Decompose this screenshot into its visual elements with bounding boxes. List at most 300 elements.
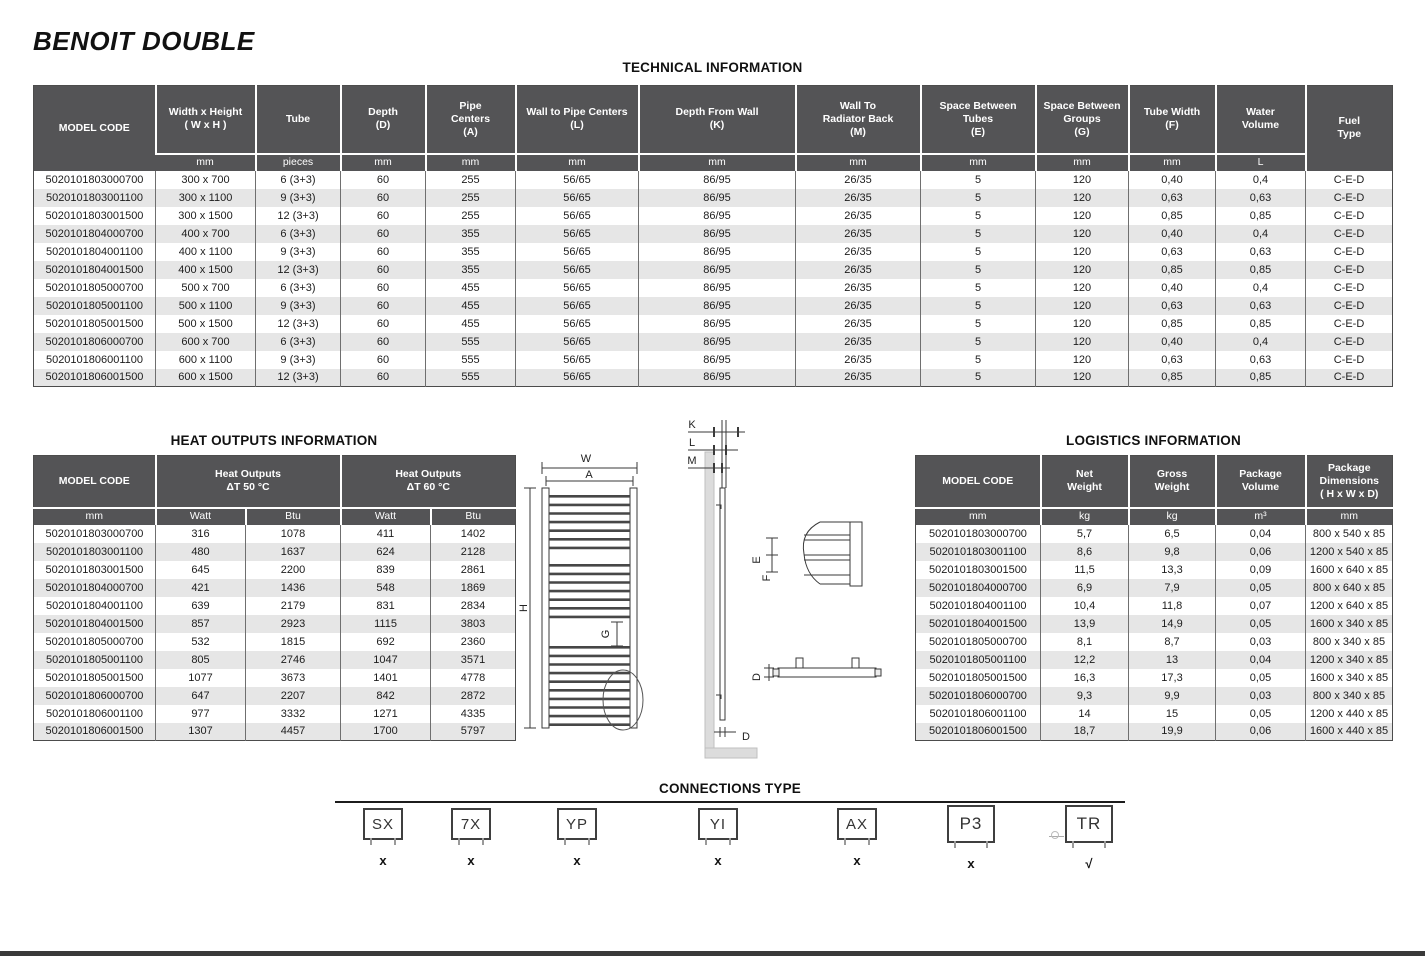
table-cell: 5020101805001100: [34, 297, 156, 315]
table-cell: 0,40: [1129, 333, 1216, 351]
table-cell: 6,5: [1129, 525, 1216, 543]
column-header-depth: Depth (D): [341, 86, 426, 154]
table-cell: 1600 x 340 x 85: [1306, 669, 1393, 687]
table-cell: 86/95: [639, 351, 796, 369]
table-cell: 60: [341, 297, 426, 315]
table-row: [916, 633, 1393, 651]
table-cell: 0,05: [1216, 669, 1306, 687]
table-cell: 532: [156, 633, 246, 651]
table-cell: 60: [341, 171, 426, 189]
table-cell: 0,63: [1216, 243, 1306, 261]
table-cell: 5020101804001100: [45, 245, 144, 258]
table-cell: 4457: [246, 723, 341, 741]
table-cell: 120: [1036, 261, 1129, 279]
table-cell: 86/95: [639, 297, 796, 315]
connection-code: TR: [1076, 814, 1102, 833]
connection-availability-mark: x: [573, 853, 581, 868]
table-cell: 5: [921, 189, 1036, 207]
table-cell: 0,85: [1129, 315, 1216, 333]
column-header-model-code: MODEL CODE: [34, 456, 156, 508]
table-cell: 5: [921, 333, 1036, 351]
table-row: [916, 579, 1393, 597]
table-cell: 6 (3+3): [256, 333, 341, 351]
column-header-space-between-tubes: Space Between Tubes (E): [921, 86, 1036, 154]
table-cell: 15: [1129, 705, 1216, 723]
table-row: [34, 669, 516, 687]
table-cell: 14,9: [1129, 615, 1216, 633]
table-cell: 5020101805001500: [45, 317, 144, 330]
table-cell: 5020101806000700: [34, 333, 156, 351]
table-cell: 645: [156, 561, 246, 579]
column-header-heat-dt50: Heat Outputs ΔT 50 °C: [156, 456, 341, 508]
table-row: [34, 705, 516, 723]
table-cell: 3332: [246, 705, 341, 723]
table-cell: 455: [426, 315, 516, 333]
table-cell: 120: [1036, 315, 1129, 333]
table-cell: 3673: [246, 669, 341, 687]
table-cell: 800 x 340 x 85: [1306, 687, 1393, 705]
table-cell: 26/35: [796, 225, 921, 243]
table-cell: 5020101804000700: [34, 579, 156, 597]
table-cell: 86/95: [639, 171, 796, 189]
table-cell: 1077: [156, 669, 246, 687]
bracket-detail-drawing: [766, 522, 862, 586]
svg-text:K: K: [688, 419, 696, 431]
table-cell: 500 x 1500: [156, 315, 256, 333]
table-cell: 26/35: [796, 333, 921, 351]
table-cell: 5: [921, 351, 1036, 369]
table-cell: 2923: [246, 615, 341, 633]
connection-sx-icon: [363, 808, 403, 840]
bracket-detail-labels: [751, 556, 773, 581]
table-cell: 5020101806000700: [34, 687, 156, 705]
table-cell: 400 x 700: [156, 225, 256, 243]
unit-cell: mm: [796, 154, 921, 171]
connection-availability-mark: x: [853, 853, 861, 868]
table-cell: 120: [1036, 369, 1129, 387]
connection-p3-icon: [947, 805, 995, 843]
table-cell: 0,63: [1129, 189, 1216, 207]
connection-type-p3: [947, 805, 995, 871]
svg-text:L: L: [688, 437, 696, 449]
table-cell: 56/65: [516, 261, 639, 279]
column-header-model-code: MODEL CODE: [34, 86, 156, 171]
table-cell: 400 x 1100: [156, 243, 256, 261]
connection-type-sx: [363, 808, 403, 868]
table-row: [34, 369, 1393, 387]
table-cell: C-E-D: [1306, 171, 1393, 189]
table-cell: 300 x 700: [156, 171, 256, 189]
table-row: [916, 543, 1393, 561]
column-header-heat-dt60: Heat Outputs ΔT 60 °C: [341, 456, 516, 508]
table-cell: 6 (3+3): [256, 171, 341, 189]
table-cell: 300 x 1100: [156, 189, 256, 207]
table-cell: 5020101805001500: [929, 671, 1027, 684]
table-cell: 255: [426, 171, 516, 189]
table-cell: 12 (3+3): [256, 369, 341, 387]
technical-information-title: TECHNICAL INFORMATION: [622, 60, 803, 75]
table-cell: 120: [1036, 225, 1129, 243]
table-cell: 5020101804001500: [34, 615, 156, 633]
table-cell: 1047: [341, 651, 431, 669]
table-cell: C-E-D: [1306, 225, 1393, 243]
table-cell: 831: [341, 597, 431, 615]
table-row: [34, 525, 516, 543]
table-cell: 0,85: [1216, 261, 1306, 279]
table-cell: 455: [426, 297, 516, 315]
technical-table-body: [34, 171, 1393, 387]
page-bottom-edge: [0, 951, 1425, 956]
table-row: [34, 333, 1393, 351]
table-cell: 3571: [431, 651, 516, 669]
connections-type-title: CONNECTIONS TYPE: [659, 781, 801, 796]
table-cell: 857: [156, 615, 246, 633]
table-cell: 5020101804000700: [916, 579, 1041, 597]
table-cell: 5020101803001100: [34, 189, 156, 207]
table-row: [34, 279, 1393, 297]
table-cell: 480: [156, 543, 246, 561]
table-cell: 1600 x 340 x 85: [1306, 615, 1393, 633]
connection-code: AX: [845, 815, 868, 833]
table-cell: 0,09: [1216, 561, 1306, 579]
unit-cell: mm: [426, 154, 516, 171]
table-row: [34, 225, 1393, 243]
table-cell: 16,3: [1041, 669, 1129, 687]
table-cell: 19,9: [1129, 723, 1216, 741]
unit-cell: Btu: [431, 508, 516, 525]
table-cell: 0,85: [1129, 207, 1216, 225]
table-row: [34, 351, 1393, 369]
table-cell: 60: [341, 225, 426, 243]
table-row: [34, 297, 1393, 315]
unit-cell: mm: [34, 508, 156, 525]
connection-type-tr: [1065, 805, 1113, 871]
table-cell: 1700: [341, 723, 431, 741]
unit-cell: pieces: [256, 154, 341, 171]
table-cell: 500 x 700: [156, 279, 256, 297]
svg-text:F: F: [761, 574, 773, 582]
table-cell: 421: [156, 579, 246, 597]
connection-type-yi: [698, 808, 738, 868]
table-cell: 1078: [246, 525, 341, 543]
table-cell: 86/95: [639, 261, 796, 279]
table-cell: 5020101804001100: [45, 599, 144, 612]
radiator-technical-drawing: [520, 400, 915, 775]
table-cell: 26/35: [796, 369, 921, 387]
connections-divider: [335, 801, 1125, 803]
table-cell: 2207: [246, 687, 341, 705]
table-cell: 500 x 1100: [156, 297, 256, 315]
table-cell: C-E-D: [1306, 351, 1393, 369]
table-cell: 26/35: [796, 297, 921, 315]
table-cell: 60: [341, 315, 426, 333]
table-cell: 8,1: [1041, 633, 1129, 651]
table-cell: 255: [426, 207, 516, 225]
table-cell: 60: [341, 261, 426, 279]
unit-cell: kg: [1041, 508, 1129, 525]
table-row: [34, 687, 516, 705]
table-cell: 5020101803001500: [929, 563, 1027, 576]
column-header-tube: Tube: [256, 86, 341, 154]
table-cell: 5020101805000700: [929, 635, 1027, 648]
connection-type-ax: [837, 808, 877, 868]
table-cell: 5020101804001500: [916, 615, 1041, 633]
table-row: [34, 171, 1393, 189]
table-cell: 0,63: [1129, 297, 1216, 315]
table-cell: C-E-D: [1306, 243, 1393, 261]
table-cell: 692: [341, 633, 431, 651]
table-cell: 7,9: [1129, 579, 1216, 597]
table-cell: 12,2: [1041, 651, 1129, 669]
table-cell: 842: [341, 687, 431, 705]
table-cell: 56/65: [516, 369, 639, 387]
table-cell: 1271: [341, 705, 431, 723]
unit-cell: mm: [156, 154, 256, 171]
table-cell: 355: [426, 225, 516, 243]
table-cell: 0,63: [1129, 243, 1216, 261]
unit-cell: mm: [916, 508, 1041, 525]
table-cell: 0,85: [1216, 207, 1306, 225]
table-cell: 0,63: [1216, 189, 1306, 207]
connection-tr-icon: [1065, 805, 1113, 843]
column-header-wall-to-radiator-back: Wall To Radiator Back (M): [796, 86, 921, 154]
table-cell: 86/95: [639, 279, 796, 297]
table-cell: 5: [921, 279, 1036, 297]
table-cell: 120: [1036, 189, 1129, 207]
table-cell: 0,85: [1216, 369, 1306, 387]
table-row: [34, 597, 516, 615]
table-cell: 5: [921, 315, 1036, 333]
svg-text:A: A: [585, 469, 593, 481]
table-row: [34, 723, 516, 741]
table-cell: 14: [1041, 705, 1129, 723]
table-cell: 977: [156, 705, 246, 723]
table-cell: 5: [921, 261, 1036, 279]
table-cell: 5020101804001100: [929, 599, 1027, 612]
table-cell: 11,5: [1041, 561, 1129, 579]
table-cell: 800 x 540 x 85: [1306, 525, 1393, 543]
table-cell: 639: [156, 597, 246, 615]
connection-yp-icon: [557, 808, 597, 840]
table-cell: 5020101805000700: [45, 635, 144, 648]
connection-code: P3: [959, 814, 983, 833]
table-cell: 17,3: [1129, 669, 1216, 687]
table-cell: 56/65: [516, 351, 639, 369]
table-cell: 0,06: [1216, 543, 1306, 561]
connection-availability-mark: x: [967, 856, 975, 871]
table-cell: 8,6: [1041, 543, 1129, 561]
table-cell: C-E-D: [1306, 261, 1393, 279]
table-cell: 355: [426, 243, 516, 261]
table-cell: 1600 x 440 x 85: [1306, 723, 1393, 741]
column-header-wall-to-pipe-centers: Wall to Pipe Centers (L): [516, 86, 639, 154]
table-cell: 5020101803000700: [929, 527, 1027, 540]
table-cell: 2746: [246, 651, 341, 669]
table-cell: 455: [426, 279, 516, 297]
table-cell: 5020101803001500: [45, 563, 144, 576]
table-cell: 1815: [246, 633, 341, 651]
table-cell: C-E-D: [1306, 333, 1393, 351]
table-cell: 56/65: [516, 171, 639, 189]
table-row: [916, 669, 1393, 687]
table-row: [916, 561, 1393, 579]
heat-outputs-table: [33, 455, 515, 741]
table-cell: 5020101803000700: [45, 173, 144, 186]
unit-cell: mm: [1036, 154, 1129, 171]
table-cell: 2128: [431, 543, 516, 561]
table-cell: 0,4: [1216, 171, 1306, 189]
unit-cell: mm: [639, 154, 796, 171]
table-row: [34, 651, 516, 669]
table-cell: 86/95: [639, 333, 796, 351]
table-cell: C-E-D: [1306, 207, 1393, 225]
connection-availability-mark: x: [379, 853, 387, 868]
table-cell: 60: [341, 189, 426, 207]
connection-code: SX: [371, 815, 394, 833]
connection-availability-mark: x: [467, 853, 475, 868]
unit-cell: mm: [516, 154, 639, 171]
table-cell: 2872: [431, 687, 516, 705]
table-cell: 0,40: [1129, 171, 1216, 189]
table-cell: 1200 x 640 x 85: [1306, 597, 1393, 615]
table-cell: 5020101805000700: [45, 281, 144, 294]
column-header-width-height: Width x Height ( W x H ): [156, 86, 256, 154]
connection-type-yp: [557, 808, 597, 868]
table-row: [916, 651, 1393, 669]
table-cell: 56/65: [516, 243, 639, 261]
table-cell: 5020101803001500: [45, 209, 144, 222]
column-header-space-between-groups: Space Between Groups (G): [1036, 86, 1129, 154]
unit-cell: mm: [921, 154, 1036, 171]
table-cell: 9 (3+3): [256, 351, 341, 369]
svg-text:H: H: [518, 604, 530, 612]
table-row: [34, 207, 1393, 225]
table-cell: 255: [426, 189, 516, 207]
table-row: [34, 615, 516, 633]
valve-icon: [1049, 829, 1064, 837]
column-header-package-volume: Package Volume: [1216, 456, 1306, 508]
column-header-depth-from-wall: Depth From Wall (K): [639, 86, 796, 154]
table-row: [916, 615, 1393, 633]
table-row: [916, 525, 1393, 543]
table-cell: 26/35: [796, 189, 921, 207]
unit-cell: mm: [341, 154, 426, 171]
table-cell: 624: [341, 543, 431, 561]
table-cell: 86/95: [639, 225, 796, 243]
table-cell: 86/95: [639, 207, 796, 225]
table-cell: 600 x 1500: [156, 369, 256, 387]
table-cell: 6 (3+3): [256, 225, 341, 243]
table-cell: 8,7: [1129, 633, 1216, 651]
table-cell: 2179: [246, 597, 341, 615]
table-cell: 56/65: [516, 297, 639, 315]
table-cell: 9 (3+3): [256, 243, 341, 261]
table-cell: 26/35: [796, 243, 921, 261]
table-cell: 0,85: [1129, 261, 1216, 279]
svg-text:W: W: [580, 453, 592, 465]
table-cell: 5,7: [1041, 525, 1129, 543]
connection-7x-icon: [451, 808, 491, 840]
table-row: [916, 705, 1393, 723]
table-cell: 5020101805001100: [34, 651, 156, 669]
connection-code: 7X: [460, 815, 482, 833]
table-cell: 60: [341, 207, 426, 225]
table-cell: 3803: [431, 615, 516, 633]
table-cell: 56/65: [516, 189, 639, 207]
table-cell: 5020101803001100: [916, 543, 1041, 561]
unit-cell: m³: [1216, 508, 1306, 525]
column-header-package-dimensions: Package Dimensions ( H x W x D): [1306, 456, 1393, 508]
table-cell: 26/35: [796, 351, 921, 369]
table-cell: 400 x 1500: [156, 261, 256, 279]
table-cell: 12 (3+3): [256, 315, 341, 333]
table-cell: 26/35: [796, 279, 921, 297]
table-cell: 1637: [246, 543, 341, 561]
table-cell: 0,40: [1129, 279, 1216, 297]
table-cell: 355: [426, 261, 516, 279]
table-cell: 10,4: [1041, 597, 1129, 615]
table-cell: 2861: [431, 561, 516, 579]
bottom-rail-detail-drawing: [764, 658, 881, 681]
table-cell: 120: [1036, 279, 1129, 297]
table-cell: 1600 x 640 x 85: [1306, 561, 1393, 579]
table-cell: 86/95: [639, 369, 796, 387]
column-header-net-weight: Net Weight: [1041, 456, 1129, 508]
table-cell: 6,9: [1041, 579, 1129, 597]
column-header-fuel-type: Fuel Type: [1306, 86, 1393, 171]
table-cell: 5: [921, 243, 1036, 261]
table-row: [34, 315, 1393, 333]
table-cell: 5020101806001100: [45, 353, 144, 366]
table-cell: 120: [1036, 243, 1129, 261]
front-view-drawing: [524, 462, 643, 730]
table-cell: 0,85: [1216, 315, 1306, 333]
table-cell: 805: [156, 651, 246, 669]
table-cell: 13,3: [1129, 561, 1216, 579]
table-cell: 5020101805001500: [45, 671, 144, 684]
page-title: BENOIT DOUBLE: [33, 26, 255, 56]
table-cell: 1869: [431, 579, 516, 597]
table-cell: 5020101803000700: [45, 527, 144, 540]
table-cell: 120: [1036, 297, 1129, 315]
table-cell: 0,05: [1216, 705, 1306, 723]
table-cell: 1402: [431, 525, 516, 543]
table-cell: 9,3: [1041, 687, 1129, 705]
table-cell: 1200 x 440 x 85: [1306, 705, 1393, 723]
unit-cell: Watt: [156, 508, 246, 525]
table-cell: 1115: [341, 615, 431, 633]
table-row: [916, 687, 1393, 705]
table-cell: 6 (3+3): [256, 279, 341, 297]
logistics-title: LOGISTICS INFORMATION: [1066, 433, 1241, 448]
table-cell: 0,4: [1216, 279, 1306, 297]
table-cell: 26/35: [796, 315, 921, 333]
connection-type-7x: [451, 808, 491, 868]
connection-yi-icon: [698, 808, 738, 840]
table-cell: 0,4: [1216, 333, 1306, 351]
table-cell: 9 (3+3): [256, 189, 341, 207]
table-cell: 5020101805001100: [916, 651, 1041, 669]
table-cell: 0,4: [1216, 225, 1306, 243]
table-cell: 60: [341, 243, 426, 261]
heat-table-body: [34, 525, 516, 741]
table-cell: 56/65: [516, 315, 639, 333]
table-cell: 56/65: [516, 207, 639, 225]
table-cell: 56/65: [516, 333, 639, 351]
table-cell: 600 x 1100: [156, 351, 256, 369]
table-cell: 5020101806001500: [916, 723, 1041, 741]
table-cell: 1200 x 340 x 85: [1306, 651, 1393, 669]
